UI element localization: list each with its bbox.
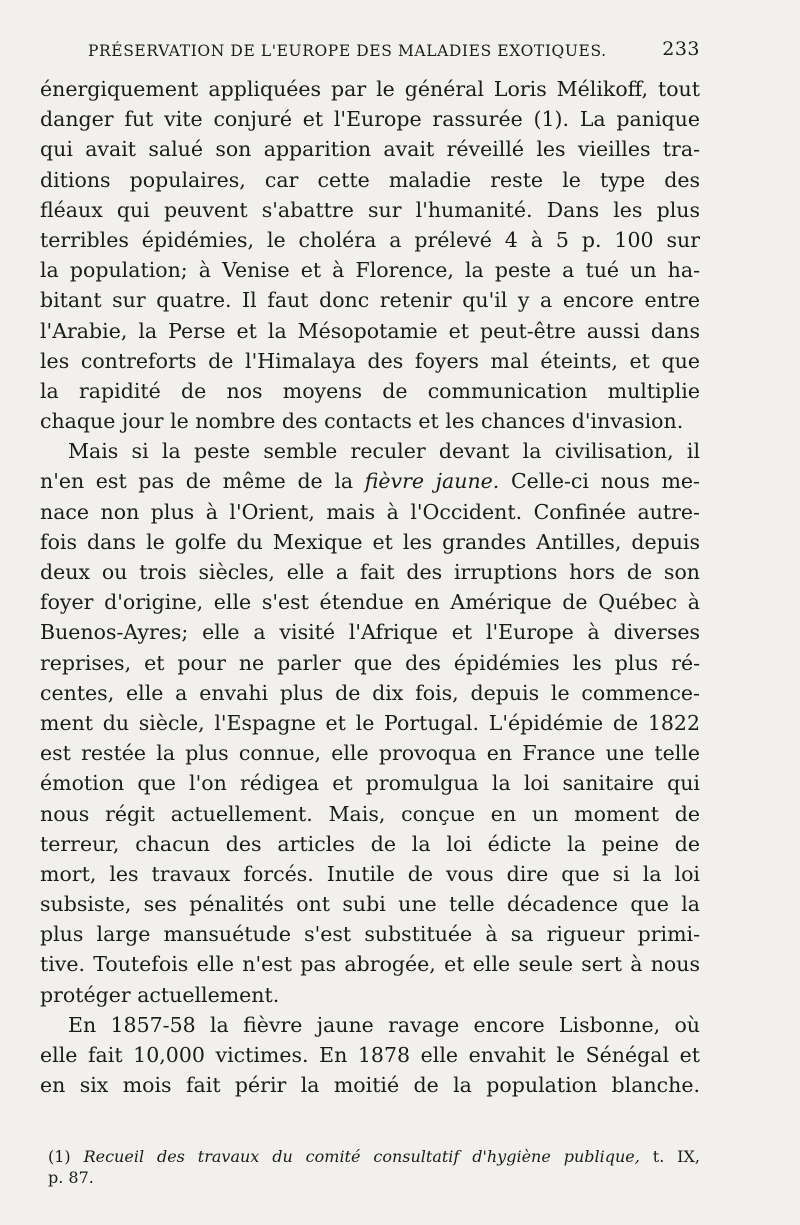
text-line: Buenos-Ayres; elle a visité l'Afrique et l'Europe à diverses xyxy=(40,620,700,645)
footnote-citation: Recueil des travaux du comité consultatif d'hygiène publique, xyxy=(83,1147,640,1166)
text-line: plus large mansuétude s'est substituée à sa rigueur primi- xyxy=(40,922,700,947)
text-line: l'Arabie, la Perse et la Mésopotamie et peut-être aussi dans xyxy=(40,318,700,343)
text-line-mixed xyxy=(40,466,700,496)
text-line: fois dans le golfe du Mexique et les grandes Antilles, depuis xyxy=(40,529,700,554)
text-line: reprises, et pour ne parler que des épidémies les plus ré- xyxy=(40,650,700,675)
text-line: mort, les travaux forcés. Inutile de vous dire que si la loi xyxy=(40,861,700,886)
text-line: en six mois fait périr la moitié de la population blanche. xyxy=(40,1073,700,1098)
text-line: chaque jour le nombre des contacts et les chances d'invasion. xyxy=(40,409,684,434)
text-line: foyer d'origine, elle s'est étendue en Amérique de Québec à xyxy=(40,590,700,615)
text-line: En 1857-58 la fièvre jaune ravage encore Lisbonne, où xyxy=(68,1012,700,1037)
footnote-line xyxy=(48,1146,700,1167)
text-line: protéger actuellement. xyxy=(40,982,280,1007)
text-line: les contreforts de l'Himalaya des foyers mal éteints, et que xyxy=(40,348,700,373)
text-line: tive. Toutefois elle n'est pas abrogée, et elle seule sert à nous xyxy=(40,952,700,977)
text-line: est restée la plus connue, elle provoqua en France une telle xyxy=(40,741,700,766)
text-span: n'en est pas de même de la xyxy=(40,469,354,494)
text-line: nous régit actuellement. Mais, conçue en un moment de xyxy=(40,801,700,826)
footnote-tail: t. IX, xyxy=(652,1147,700,1166)
text-line: la rapidité de nos moyens de communication multiplie xyxy=(40,378,700,403)
text-line: émotion que l'on rédigea et promulgua la loi sanitaire qui xyxy=(40,771,700,796)
text-line: terribles épidémies, le choléra a prélevé 4 à 5 p. 100 sur xyxy=(40,227,700,252)
running-head: PRÉSERVATION DE L'EUROPE DES MALADIES EXOTIQUES. xyxy=(88,42,607,60)
text-line: danger fut vite conjuré et l'Europe rassurée (1). La panique xyxy=(40,107,700,132)
text-line: fléaux qui peuvent s'abattre sur l'humanité. Dans les plus xyxy=(40,197,700,222)
text-line: elle fait 10,000 victimes. En 1878 elle envahit le Sénégal et xyxy=(40,1043,700,1067)
text-span: Celle-ci nous me- xyxy=(510,469,700,494)
text-line: bitant sur quatre. Il faut donc retenir qu'il y a encore entre xyxy=(40,288,700,313)
page-number: 233 xyxy=(662,38,700,60)
text-line: ment du siècle, l'Espagne et le Portugal. L'épidémie de 1822 xyxy=(40,710,700,735)
text-line: nace non plus à l'Orient, mais à l'Occident. Confinée autre- xyxy=(40,499,700,524)
text-line: Mais si la peste semble reculer devant la civilisation, il xyxy=(68,439,700,464)
page-header xyxy=(40,36,700,66)
footnote-line: p. 87. xyxy=(48,1168,94,1187)
body-text xyxy=(40,74,700,1100)
text-line: subsiste, ses pénalités ont subi une telle décadence que la xyxy=(40,892,700,917)
text-line: terreur, chacun des articles de la loi édicte la peine de xyxy=(40,831,700,856)
text-line: ditions populaires, car cette maladie reste le type des xyxy=(40,167,700,192)
footnote xyxy=(48,1146,700,1188)
text-line: qui avait salué son apparition avait réveillé les vieilles tra- xyxy=(40,137,700,162)
text-line: énergiquement appliquées par le général Loris Mélikoff, tout xyxy=(40,77,700,101)
text-line: la population; à Venise et à Florence, la peste a tué un ha- xyxy=(40,258,700,283)
text-line: deux ou trois siècles, elle a fait des irruptions hors de son xyxy=(40,560,700,584)
italic-term: fièvre jaune. xyxy=(364,469,500,494)
text-line: centes, elle a envahi plus de dix fois, depuis le commence- xyxy=(40,680,700,705)
footnote-marker: (1) xyxy=(48,1147,71,1166)
